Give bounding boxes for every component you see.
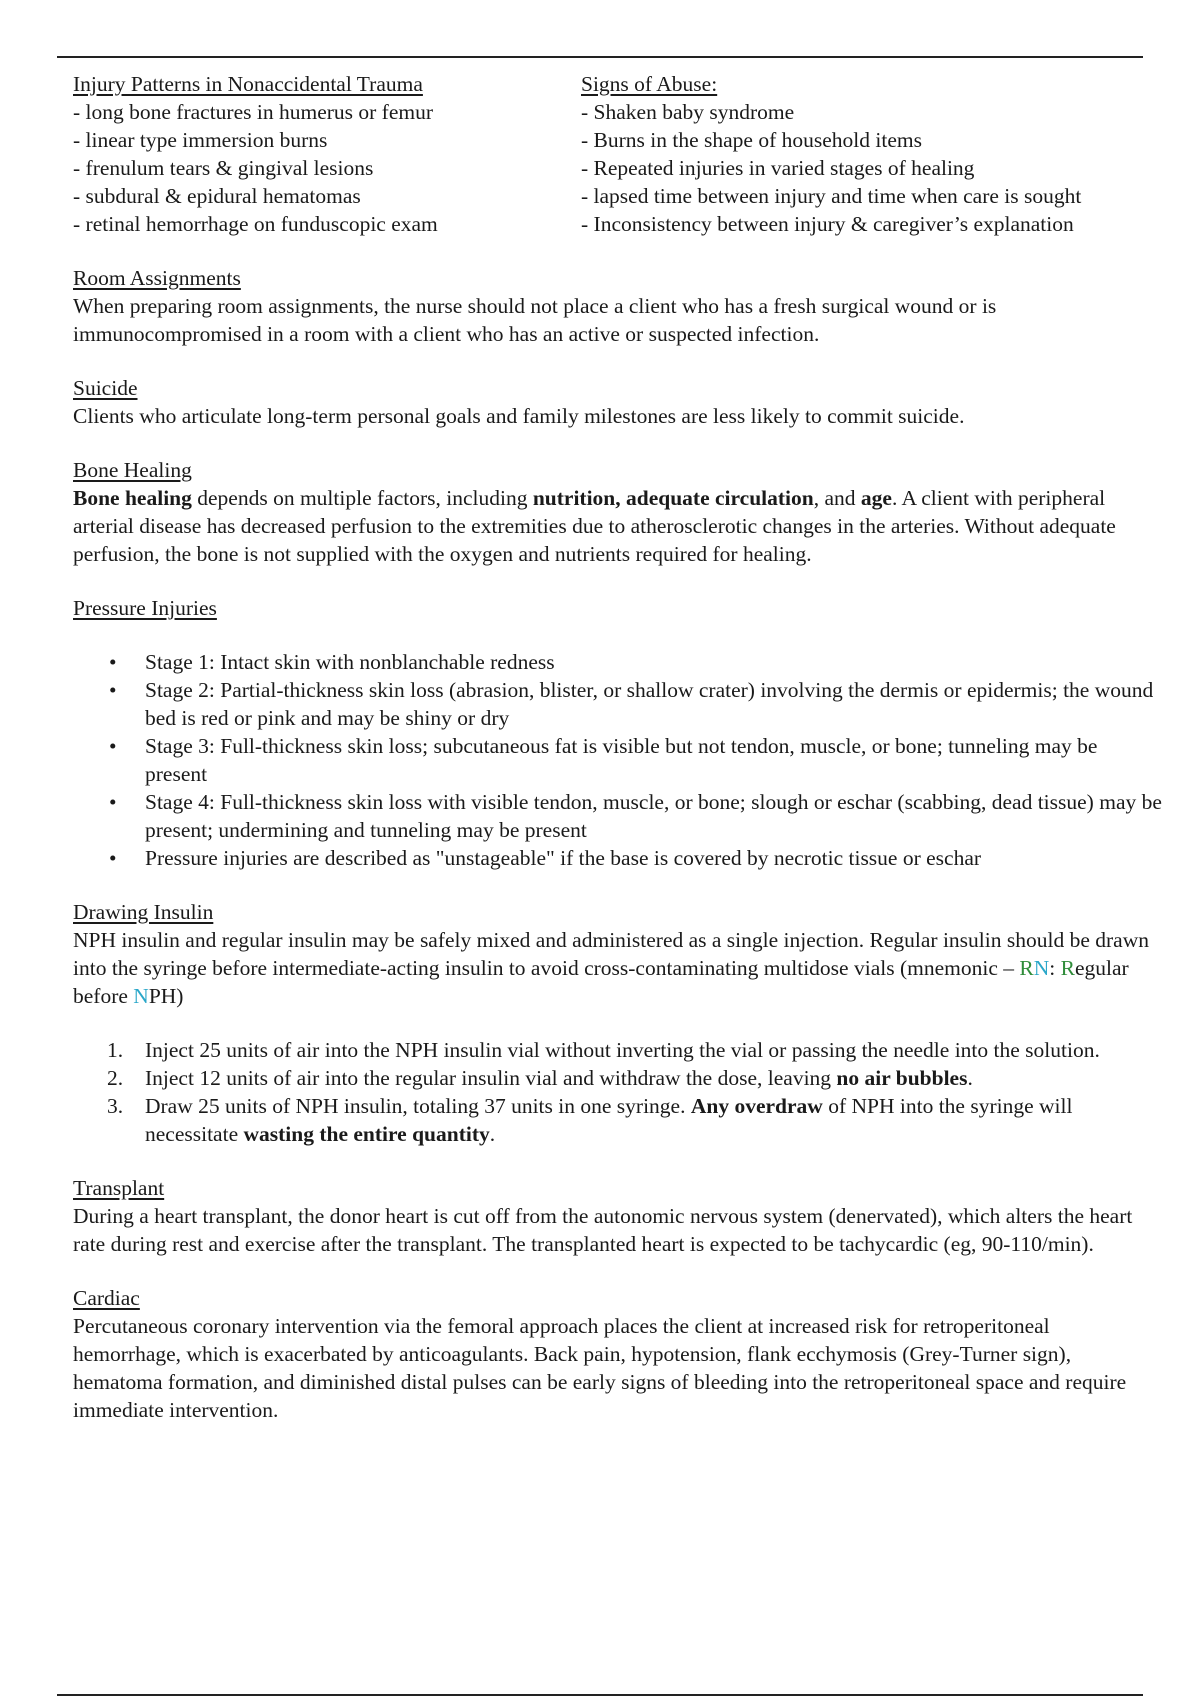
mnemonic-r: R [1019, 956, 1034, 980]
bottom-rule [57, 1694, 1143, 1696]
list-item: • Stage 3: Full-thickness skin loss; subcutaneous fat is visible but not tendon, muscle, or bone; tunneling may be present [145, 732, 1163, 788]
nonaccidental-trauma-block [73, 70, 581, 238]
cardiac-section [73, 1284, 1163, 1424]
signs-of-abuse-block [581, 70, 1163, 238]
mnemonic-r: R [1060, 956, 1075, 980]
list-item: - long bone fractures in humerus or femur [73, 100, 434, 124]
transplant-heading: Transplant [73, 1176, 165, 1200]
list-item: - linear type immersion burns [73, 128, 328, 152]
transplant-text: During a heart transplant, the donor heart is cut off from the autonomic nervous system (denervated), which alters the heart rate during rest and exercise after the transplant. The transplanted heart is expected to be tachycardic (eg, 90-110/min). [73, 1204, 1133, 1256]
insulin-heading: Drawing Insulin [73, 900, 214, 924]
bold-term: Bone healing [73, 486, 192, 510]
insulin-steps [73, 1036, 1163, 1148]
drawing-insulin-section [73, 898, 1163, 1148]
bold-term: no air bubbles [836, 1066, 968, 1090]
bone-healing-section [73, 456, 1163, 568]
bone-heading: Bone Healing [73, 458, 192, 482]
page-content [73, 70, 1163, 1424]
list-item: • Stage 2: Partial-thickness skin loss (abrasion, blister, or shallow crater) involving the dermis or epidermis; the wound bed is red or pink and may be shiny or dry [145, 676, 1163, 732]
nonaccidental-heading: Injury Patterns in Nonaccidental Trauma [73, 72, 423, 96]
insulin-intro: NPH insulin and regular insulin may be safely mixed and administered as a single injection. Regular insulin should be drawn into the syringe before intermediate-acting insulin to avoid cross-contaminating multidose vials (mnemonic – RN: Regular before NPH) [73, 928, 1149, 1008]
bone-text: Bone healing depends on multiple factors, including nutrition, adequate circulation, and age. A client with peripheral arterial disease has decreased perfusion to the extremities due to atherosclerotic changes in the arteries. Without adequate perfusion, the bone is not supplied with the oxygen and nutrients required for healing. [73, 486, 1116, 566]
bold-term: wasting the entire quantity [243, 1122, 490, 1146]
list-item: - Repeated injuries in varied stages of healing [581, 156, 975, 180]
bold-term: nutrition, adequate circulation [532, 486, 814, 510]
pressure-injuries-section [73, 594, 1163, 872]
suicide-text: Clients who articulate long-term personal goals and family milestones are less likely to commit suicide. [73, 404, 965, 428]
bold-term: age [860, 486, 892, 510]
list-item: - frenulum tears & gingival lesions [73, 156, 374, 180]
mnemonic-n: N [1033, 956, 1050, 980]
cardiac-text: Percutaneous coronary intervention via the femoral approach places the client at increased risk for retroperitoneal hemorrhage, which is exacerbated by anticoagulants. Back pain, hypotension, flank ecchymosis (Grey-Turner sign), hematoma formation, and diminished distal pulses can be early signs of bleeding into the retroperitoneal space and require immediate intervention. [73, 1314, 1127, 1422]
list-item: - Inconsistency between injury & caregiver’s explanation [581, 212, 1074, 236]
room-heading: Room Assignments [73, 266, 241, 290]
abuse-heading: Signs of Abuse: [581, 72, 718, 96]
room-assignments-section [73, 264, 1163, 348]
top-rule [57, 56, 1143, 58]
abuse-columns [73, 70, 1163, 238]
cardiac-heading: Cardiac [73, 1286, 140, 1310]
list-item: - subdural & epidural hematomas [73, 184, 361, 208]
list-item: • Stage 1: Intact skin with nonblanchable redness [145, 648, 1163, 676]
list-item: - Burns in the shape of household items [581, 128, 922, 152]
suicide-section [73, 374, 1163, 430]
list-item: 3. Draw 25 units of NPH insulin, totaling 37 units in one syringe. Any overdraw of NPH into the syringe will necessitate wasting the entire quantity. [107, 1094, 1073, 1146]
pressure-heading: Pressure Injuries [73, 596, 217, 620]
stage-list [73, 648, 1163, 872]
room-text: When preparing room assignments, the nurse should not place a client who has a fresh surgical wound or is immunocompromised in a room with a client who has an active or suspected infection. [73, 294, 997, 346]
mnemonic-n: N [133, 984, 149, 1008]
suicide-heading: Suicide [73, 376, 138, 400]
list-item: - retinal hemorrhage on funduscopic exam [73, 212, 438, 236]
list-item: • Stage 4: Full-thickness skin loss with visible tendon, muscle, or bone; slough or eschar (scabbing, dead tissue) may be present; undermining and tunneling may be present [145, 788, 1163, 844]
list-item: 2. Inject 12 units of air into the regular insulin vial and withdraw the dose, leaving no air bubbles. [107, 1066, 973, 1090]
bold-term: Any overdraw [690, 1094, 823, 1118]
list-item: - Shaken baby syndrome [581, 100, 795, 124]
transplant-section [73, 1174, 1163, 1258]
list-item: - lapsed time between injury and time when care is sought [581, 184, 1082, 208]
list-item: 1. Inject 25 units of air into the NPH insulin vial without inverting the vial or passing the needle into the solution. [107, 1038, 1100, 1062]
list-item: • Pressure injuries are described as "unstageable" if the base is covered by necrotic tissue or eschar [145, 844, 1163, 872]
